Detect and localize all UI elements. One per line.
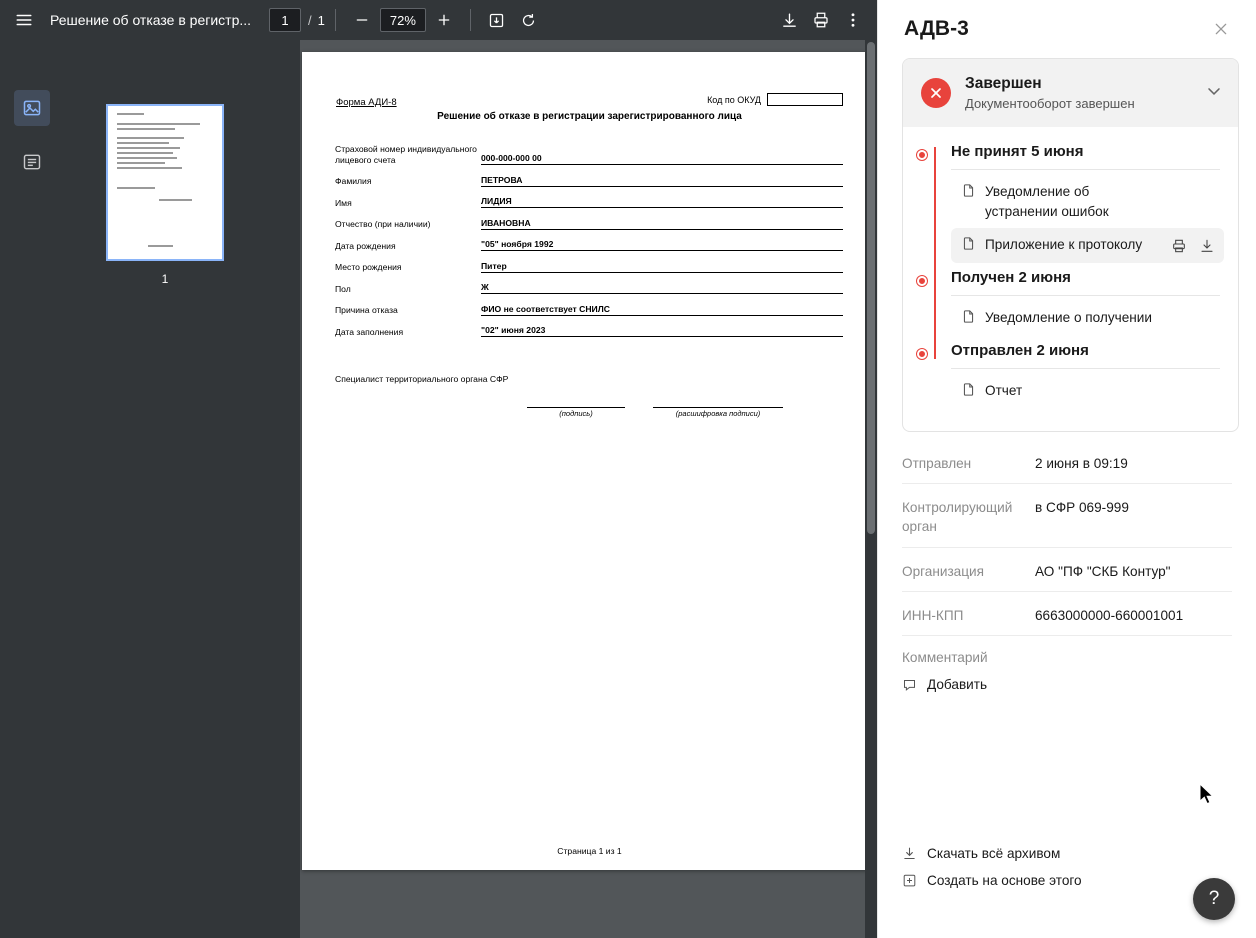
fit-page-icon[interactable] — [481, 4, 513, 36]
pdf-page — [302, 52, 877, 870]
metadata-value: в СФР 069-999 — [1035, 500, 1129, 516]
field-label: Фамилия — [335, 176, 372, 187]
create-based-on-label: Создать на основе этого — [927, 873, 1082, 888]
timeline-heading: Отправлен 2 июня — [951, 340, 1220, 369]
metadata-key: Отправлен — [902, 456, 972, 472]
page-separator: / — [308, 12, 312, 28]
timeline-document-item[interactable] — [951, 228, 1224, 263]
document-icon — [961, 236, 976, 256]
panel-title: АДВ-3 — [904, 17, 969, 40]
metadata-list — [902, 558, 1232, 591]
close-icon[interactable] — [1208, 16, 1234, 42]
page-footer: Страница 1 из 1 — [557, 846, 622, 856]
mouse-cursor — [1200, 784, 1216, 811]
form-code-link[interactable]: Форма АДИ-8 — [336, 97, 397, 108]
outline-view-icon[interactable] — [14, 144, 50, 180]
comment-label: Комментарий — [902, 649, 988, 665]
timeline-document-item[interactable] — [951, 175, 1224, 228]
thumbnail-label: 1 — [161, 272, 169, 286]
signer-label: Специалист территориального органа СФР — [335, 374, 509, 384]
status-row[interactable] — [903, 59, 1238, 127]
zoom-level[interactable]: 72% — [380, 8, 426, 32]
status-subtitle: Документооборот завершен — [965, 96, 1135, 111]
zoom-in-icon[interactable] — [428, 4, 460, 36]
metadata-value: 6663000000-660001001 — [1035, 607, 1184, 623]
zoom-out-icon[interactable] — [346, 4, 378, 36]
timeline-group — [921, 141, 1224, 267]
metadata-divider — [902, 591, 1232, 592]
field-row — [335, 196, 843, 208]
add-comment-label: Добавить — [927, 676, 988, 692]
document-icon — [961, 309, 976, 329]
panel-header — [878, 0, 1256, 52]
timeline-item-label: Уведомление о получении — [985, 310, 1152, 326]
metadata-key: ИНН-КПП — [902, 607, 964, 623]
metadata-divider — [902, 483, 1232, 484]
pdf-page-area — [300, 40, 877, 938]
timeline-dot — [917, 276, 927, 286]
metadata-row — [902, 494, 1232, 546]
metadata-list — [902, 450, 1232, 483]
field-label: Причина отказа — [335, 305, 398, 316]
field-row — [335, 261, 843, 273]
page-navigation — [269, 8, 325, 32]
signature-name-line — [653, 394, 783, 418]
timeline-document-item[interactable] — [951, 374, 1224, 409]
download-icon — [902, 846, 917, 861]
metadata-key: Контролирующий орган — [902, 500, 1013, 535]
field-row — [335, 304, 843, 316]
field-value: Питер — [481, 261, 843, 273]
metadata-row — [902, 558, 1232, 591]
page-total: 1 — [317, 12, 325, 28]
field-value: ЛИДИЯ — [481, 196, 843, 208]
timeline-heading: Получен 2 июня — [951, 267, 1220, 296]
comment-icon — [902, 677, 917, 692]
metadata-value: АО "ПФ "СКБ Контур" — [1035, 563, 1171, 579]
download-icon[interactable] — [773, 4, 805, 36]
panel-footer-actions — [878, 834, 1256, 888]
field-row — [335, 282, 843, 294]
metadata-list — [902, 494, 1232, 546]
print-icon[interactable] — [805, 4, 837, 36]
document-icon — [961, 183, 976, 203]
okud-label: Код по ОКУД — [707, 94, 761, 105]
thumbnail-sidebar — [0, 40, 300, 938]
field-label: Пол — [335, 283, 351, 294]
metadata-value: 2 июня в 09:19 — [1035, 456, 1128, 472]
download-archive-label: Скачать всё архивом — [927, 846, 1061, 861]
timeline-document-item[interactable] — [951, 301, 1224, 336]
timeline-dot — [917, 349, 927, 359]
more-options-icon[interactable] — [837, 4, 869, 36]
thumbnail-view-icon[interactable] — [14, 90, 50, 126]
field-value: 000-000-000 00 — [481, 153, 843, 165]
timeline-dot — [917, 150, 927, 160]
create-based-on-button[interactable] — [902, 873, 1232, 888]
field-label: Имя — [335, 197, 352, 208]
field-label: Отчество (при наличии) — [335, 219, 431, 230]
document-heading: Решение об отказе в регистрации зарегистрированного лица — [437, 111, 742, 122]
metadata-divider — [902, 547, 1232, 548]
pdf-toolbar — [0, 0, 877, 40]
field-value: ФИО не соответствует СНИЛС — [481, 304, 843, 316]
pdf-document-title: Решение об отказе в регистр... — [50, 12, 252, 28]
metadata-list — [902, 602, 1232, 635]
plus-box-icon — [902, 873, 917, 888]
field-value: ИВАНОВНА — [481, 218, 843, 230]
workflow-timeline — [903, 127, 1238, 431]
timeline-item-label: Приложение к протоколу — [985, 237, 1143, 253]
timeline-group — [921, 267, 1224, 340]
timeline-item-label: Отчет — [985, 383, 1023, 399]
download-archive-button[interactable] — [902, 846, 1232, 861]
okud-value-box — [767, 93, 843, 106]
field-row — [335, 325, 843, 337]
field-label: Дата заполнения — [335, 326, 404, 337]
field-label: Страховой номер индивидуального лицевого счета — [335, 144, 477, 165]
page-number-input[interactable] — [269, 8, 301, 32]
field-row — [335, 175, 843, 187]
field-value: "02" июня 2023 — [481, 325, 843, 337]
okud-row — [707, 93, 843, 106]
toolbar-divider-1 — [335, 9, 336, 31]
thumbnail-item[interactable] — [106, 104, 224, 286]
field-row — [335, 218, 843, 230]
workflow-card — [902, 58, 1239, 432]
print-icon[interactable] — [1171, 238, 1187, 259]
thumbnail-page-1[interactable] — [106, 104, 224, 261]
toolbar-divider-2 — [470, 9, 471, 31]
metadata-row — [902, 450, 1232, 483]
chevron-down-icon[interactable] — [1204, 81, 1224, 106]
help-button[interactable]: ? — [1193, 878, 1235, 920]
metadata-row — [902, 602, 1232, 635]
timeline-group — [921, 340, 1224, 413]
signature-name-caption: (расшифровка подписи) — [675, 409, 761, 418]
field-row — [335, 144, 843, 165]
timeline-heading: Не принят 5 июня — [951, 141, 1220, 170]
field-row — [335, 239, 843, 251]
add-comment-button[interactable] — [902, 677, 1232, 692]
download-icon[interactable] — [1199, 238, 1215, 259]
metadata-key: Организация — [902, 563, 984, 579]
status-title: Завершен — [965, 75, 1042, 92]
menu-icon[interactable] — [8, 4, 40, 36]
viewer-scrollbar[interactable] — [865, 40, 877, 938]
field-label: Дата рождения — [335, 240, 396, 251]
metadata-divider — [902, 635, 1232, 636]
document-fields — [335, 144, 843, 347]
field-value: ПЕТРОВА — [481, 175, 843, 187]
signature-line — [527, 394, 625, 418]
field-label: Место рождения — [335, 262, 402, 273]
status-error-icon — [921, 78, 951, 108]
timeline-item-label: Уведомление об устранении ошибок — [985, 184, 1109, 219]
signature-block — [335, 374, 843, 418]
viewer-body — [0, 40, 877, 938]
field-value: Ж — [481, 282, 843, 294]
field-value: "05" ноября 1992 — [481, 239, 843, 251]
document-icon — [961, 382, 976, 402]
rotate-icon[interactable] — [513, 4, 545, 36]
signature-caption: (подпись) — [559, 409, 593, 418]
scrollbar-thumb[interactable] — [867, 42, 875, 534]
sidebar-view-rail — [0, 40, 64, 938]
